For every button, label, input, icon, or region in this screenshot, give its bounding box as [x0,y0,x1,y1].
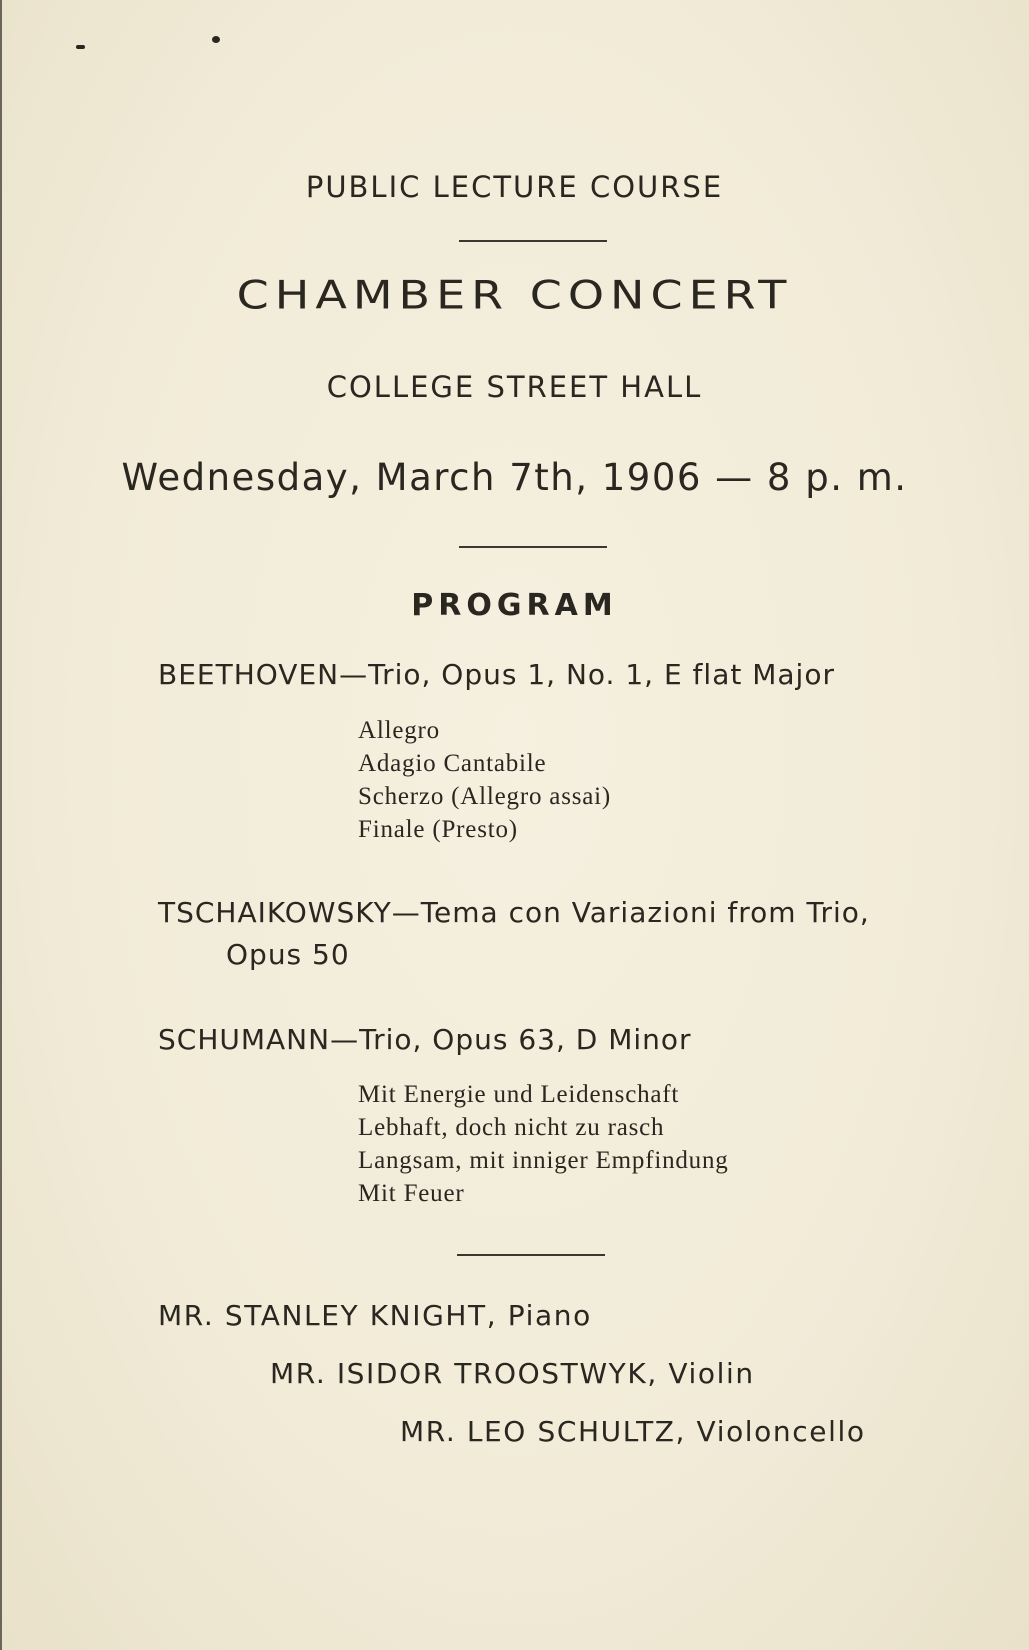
ink-speck [76,45,85,49]
movement: Mit Energie und Leidenschaft [358,1081,680,1108]
movement: Lebhaft, doch nicht zu rasch [358,1114,665,1141]
work-title-tschaikowsky-cont: Opus 50 [226,938,350,971]
divider [459,546,607,548]
movement: Finale (Presto) [358,816,518,843]
work-title-beethoven: BEETHOVEN—Trio, Opus 1, No. 1, E flat Major [158,658,835,691]
performer-piano: MR. STANLEY KNIGHT, Piano [158,1299,592,1332]
venue: COLLEGE STREET HALL [326,370,703,404]
movement: Adagio Cantabile [358,750,547,777]
divider [459,240,607,242]
movement: Mit Feuer [358,1180,465,1207]
concert-title: CHAMBER CONCERT [236,272,793,318]
date-time: Wednesday, March 7th, 1906 — 8 p. m. [121,456,908,499]
program-heading: PROGRAM [411,588,618,623]
work-title-schumann: SCHUMANN—Trio, Opus 63, D Minor [158,1023,692,1056]
ink-speck [212,36,220,43]
movement: Scherzo (Allegro assai) [358,783,612,810]
performer-violin: MR. ISIDOR TROOSTWYK, Violin [270,1357,755,1390]
movement-list [358,1078,729,1210]
work-title-tschaikowsky: TSCHAIKOWSKY—Tema con Variazioni from Trio, [158,896,870,929]
movement: Allegro [358,717,440,744]
series-title: PUBLIC LECTURE COURSE [305,170,724,204]
movement: Langsam, mit inniger Empfindung [358,1147,729,1174]
movement-list [358,714,611,846]
divider [457,1254,605,1256]
performer-violoncello: MR. LEO SCHULTZ, Violoncello [400,1415,866,1448]
